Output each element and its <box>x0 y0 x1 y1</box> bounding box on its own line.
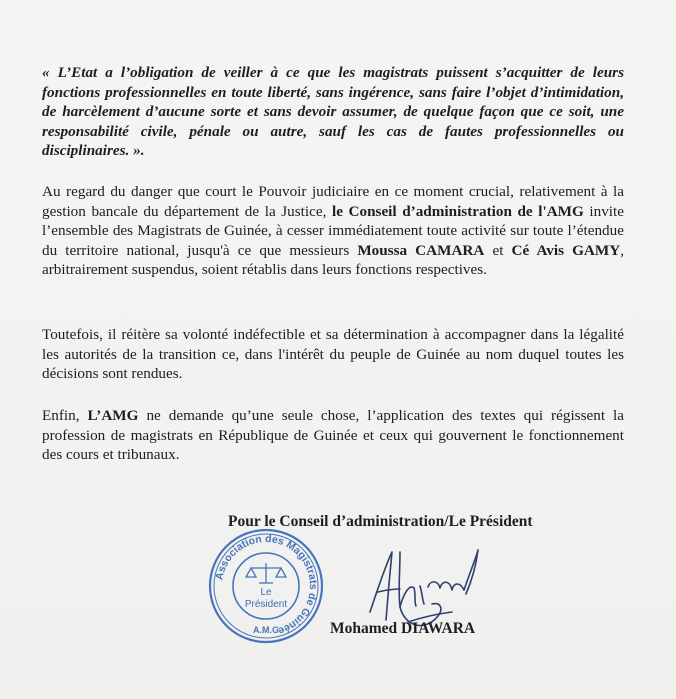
signatory-name: Mohamed DIAWARA <box>330 620 476 637</box>
quoted-statement: « L’Etat a l’obligation de veiller à ce que les magistrats puissent s’acquitter de leurs fonctions professionnelles en toute liberté, sans ingérence, sans faire l’objet d’intimidation, de harcèlement d’aucune sorte et sans devoir assumer, de quelque façon que ce soit, une responsabilité civile, pénale ou autre, sauf les cas de fautes professionnelles ou disciplinaires. ». <box>42 64 624 159</box>
p3-text-1: Enfin, <box>42 407 88 424</box>
p1-bold-name-2: Cé Avis GAMY <box>511 241 621 259</box>
paragraph-transition-support: Toutefois, il réitère sa volonté indéfectible et sa détermination à accompagner dans la légalité les autorités de la transition ce, dans l'intérêt du peuple de Guinée au nom duquel toutes les décisions sont rendues. <box>42 326 624 382</box>
paragraph-strike-call <box>42 182 624 280</box>
p1-text-4: , arbitrairement suspendus, soient rétablis dans leurs fonctions respectives. <box>42 241 624 278</box>
official-stamp-icon <box>207 527 325 645</box>
stamp-center-line2: Président <box>244 599 288 610</box>
p1-text-3: et <box>484 241 512 259</box>
svg-text:Association des Magistrats de <box>213 533 319 637</box>
p1-bold-council: le Conseil d’administration de l'AMG <box>331 202 584 220</box>
p3-bold-amg: L’AMG <box>87 407 139 424</box>
stamp-center-line1: Le <box>260 587 272 598</box>
paragraph-closing-demand <box>42 406 624 465</box>
stamp-ring-text: Association des Magistrats de Guinée <box>213 532 320 638</box>
p1-bold-name-1: Moussa CAMARA <box>357 241 485 259</box>
p3-text-2: ne demande qu’une seule chose, l’application des textes qui régissent la profession de magistrats en République de Guinée et ceux qui gouvernent le fonctionnement des cours et tribunaux. <box>42 407 624 463</box>
p1-text-1: Au regard du danger que court le Pouvoir judiciaire en ce moment crucial, relativement à la gestion bancale du département de la Justice, <box>42 183 624 220</box>
stamp-bottom-text: A.M.G <box>253 625 279 635</box>
p1-text-2: invite l’ensemble des Magistrats de Guinée, à cesser immédiatement toute activité sur toute l’étendue du territoire national, jusqu'à ce que messieurs <box>42 202 624 259</box>
signature-title: Pour le Conseil d’administration/Le Président <box>228 513 533 530</box>
